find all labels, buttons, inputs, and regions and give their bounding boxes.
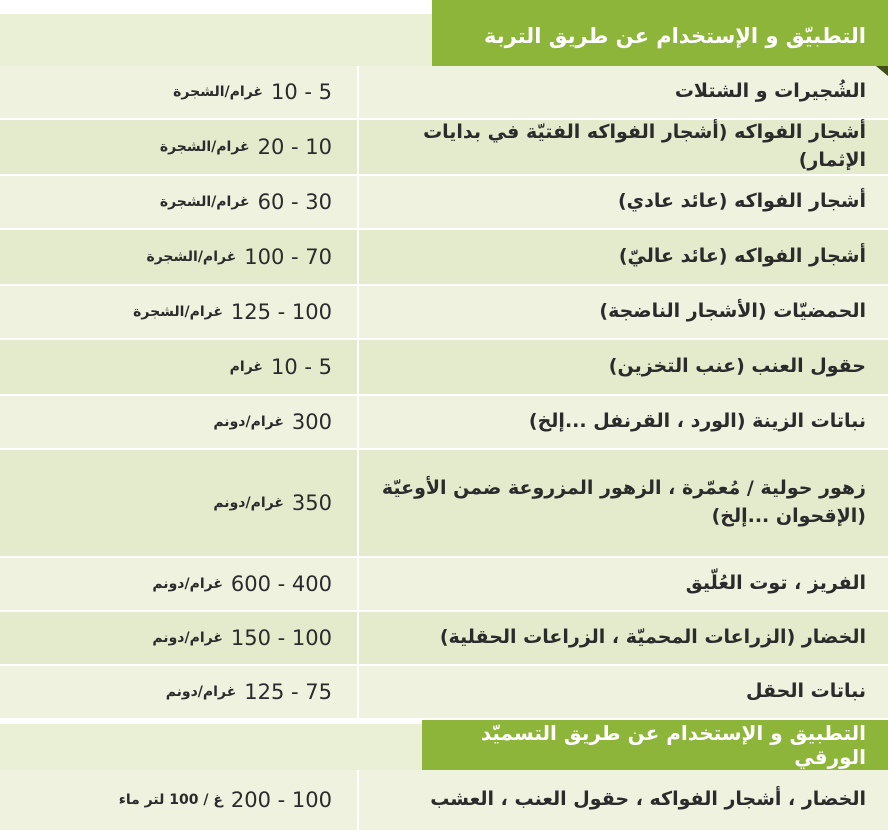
rate-unit: غرام: [229, 359, 263, 375]
rate-cell: [0, 558, 357, 610]
rate-cell: [0, 340, 357, 394]
crop-cell: أشجار الفواكه (أشجار الفواكه الفتيّة في بدايات الإثمار): [357, 120, 888, 174]
table-row: [0, 666, 888, 720]
rate-unit: غرام/الشجرة: [173, 84, 263, 100]
rate-unit: غ / 100 لتر ماء: [118, 792, 223, 808]
rate-cell: [0, 230, 357, 284]
rate-unit: غرام/دونم: [152, 576, 223, 592]
rate-cell: [0, 286, 357, 338]
table-row: [0, 176, 888, 230]
rate-value: 125 - 100: [230, 300, 332, 324]
rate-value: 200 - 100: [230, 788, 332, 812]
table-row: [0, 66, 888, 120]
crop-cell: نباتات الحقل: [357, 666, 888, 718]
crop-cell: نباتات الزينة (الورد ، القرنفل ...إلخ): [357, 396, 888, 448]
rate-unit: غرام/دونم: [165, 684, 237, 700]
rate-value: 60 - 30: [257, 190, 332, 214]
crop-cell: أشجار الفواكه (عائد عاليّ): [357, 230, 888, 284]
rate-value: 10 - 5: [270, 80, 332, 104]
rate-value: 600 - 400: [230, 572, 332, 596]
rate-cell: [0, 176, 357, 228]
table-row: [0, 770, 888, 832]
rate-cell: [0, 666, 357, 718]
header-fill: [0, 724, 422, 770]
table-row: [0, 612, 888, 666]
rate-cell: [0, 66, 357, 118]
foliar-application-rows: [0, 770, 888, 832]
rate-value: 100 - 70: [244, 245, 332, 269]
rate-value: 150 - 100: [230, 626, 332, 650]
soil-application-header: [0, 0, 888, 66]
crop-cell: الخضار (الزراعات المحميّة ، الزراعات الحقلية): [357, 612, 888, 664]
table-row: [0, 558, 888, 612]
rate-value: 125 - 75: [244, 680, 332, 704]
crop-cell: زهور حولية / مُعمّرة ، الزهور المزروعة ضمن الأوعيّة (الإقحوان ...إلخ): [357, 450, 888, 556]
table-row: [0, 230, 888, 286]
crop-cell: الخضار ، أشجار الفواكه ، حقول العنب ، العشب: [357, 770, 888, 830]
rate-cell: [0, 612, 357, 664]
table-row: [0, 450, 888, 558]
table-row: [0, 286, 888, 340]
crop-cell: الفريز ، توت العُلّيق: [357, 558, 888, 610]
rate-cell: [0, 120, 357, 174]
crop-cell: الحمضيّات (الأشجار الناضجة): [357, 286, 888, 338]
rate-unit: غرام/دونم: [213, 414, 284, 430]
rate-value: 10 - 5: [270, 355, 332, 379]
crop-cell: الشُجيرات و الشتلات: [357, 66, 888, 118]
soil-application-title: التطبيّق و الإستخدام عن طريق التربة: [432, 0, 888, 66]
rate-cell: [0, 450, 357, 556]
rate-unit: غرام/الشجرة: [146, 249, 237, 265]
header-fill: [0, 14, 432, 66]
rate-cell: [0, 770, 357, 830]
rate-unit: غرام/دونم: [152, 630, 223, 646]
rate-unit: غرام/دونم: [213, 495, 284, 511]
table-row: [0, 120, 888, 176]
rate-value: 300: [291, 410, 332, 434]
rate-value: 20 - 10: [257, 135, 332, 159]
rate-unit: غرام/الشجرة: [133, 304, 223, 320]
table-row: [0, 396, 888, 450]
rate-unit: غرام/الشجرة: [159, 139, 250, 155]
crop-cell: أشجار الفواكه (عائد عادي): [357, 176, 888, 228]
soil-application-rows: [0, 66, 888, 720]
header-corner-fold: [876, 66, 888, 76]
rate-value: 350: [291, 491, 332, 515]
rate-unit: غرام/الشجرة: [159, 194, 250, 210]
foliar-application-header: [0, 720, 888, 770]
table-row: [0, 340, 888, 396]
rate-cell: [0, 396, 357, 448]
crop-cell: حقول العنب (عنب التخزين): [357, 340, 888, 394]
foliar-application-title: التطبيق و الإستخدام عن طريق التسميّد الورقي: [422, 720, 888, 770]
